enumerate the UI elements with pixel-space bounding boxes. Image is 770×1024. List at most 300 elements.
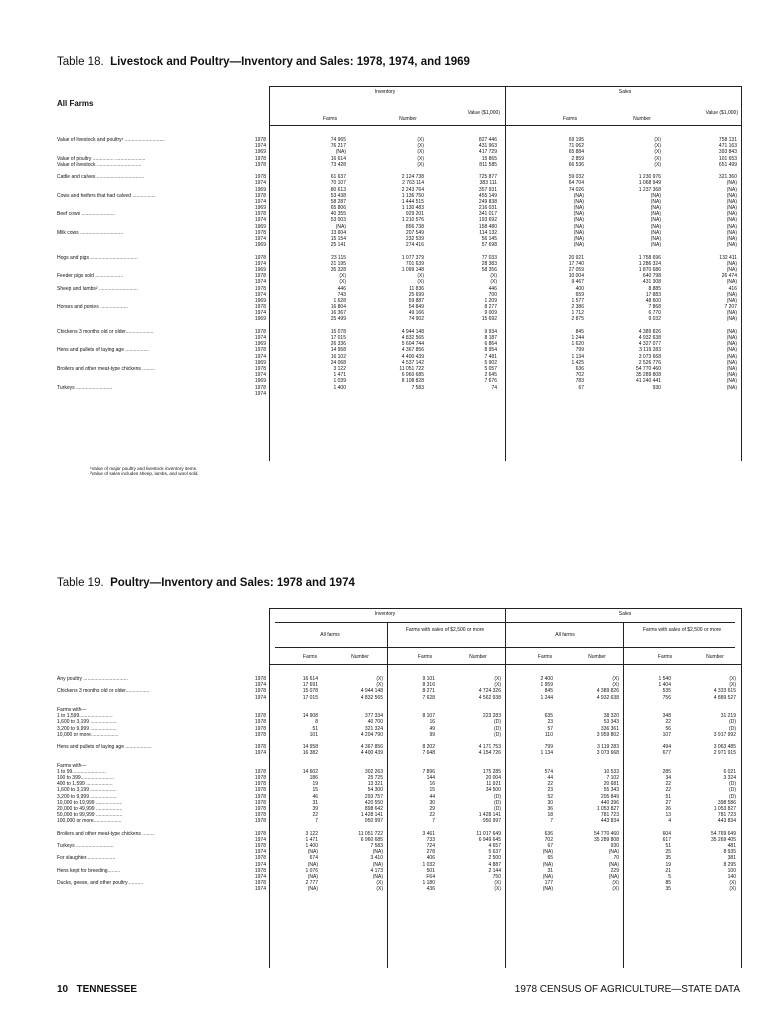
table18-sales-group: Sales	[618, 89, 632, 95]
table-cell: (D)	[494, 799, 501, 806]
table-cell: 1 134	[571, 353, 584, 360]
row-year: 1978	[254, 285, 266, 292]
table-cell: 20 681	[603, 781, 619, 788]
table-cell: 16 614	[302, 676, 318, 682]
table-cell: 7 102	[606, 775, 619, 781]
table-cell: 7 676	[484, 378, 497, 385]
table-cell: (X)	[417, 143, 424, 150]
row-year: 1978	[254, 328, 266, 335]
table-cell: 21	[665, 867, 671, 874]
table-cell: 107	[662, 731, 671, 738]
table-cell: 22	[665, 719, 671, 726]
table-cell: 393 843	[718, 149, 737, 156]
table-cell: 20 004	[485, 775, 501, 781]
table18-left-rule	[269, 86, 270, 461]
table-cell: 54 770 460	[635, 365, 661, 372]
row-label: Any poultry ................................	[57, 676, 128, 682]
row-year: 1978	[254, 805, 266, 812]
table-cell: 381	[727, 855, 736, 862]
table-cell: 4 367 856	[360, 744, 383, 751]
row-year: 1978	[254, 161, 266, 168]
table-cell: 336 361	[600, 725, 619, 732]
table18-mid-rule	[505, 86, 506, 461]
table19-heading: Poultry—Inventory and Sales: 1978 and 1974	[110, 577, 355, 589]
table-cell: 4 154 726	[478, 750, 501, 757]
table-cell: (NA)	[726, 205, 737, 212]
table-cell: (NA)	[726, 198, 737, 205]
table-cell: (X)	[376, 676, 383, 682]
table-cell: 4 887	[488, 861, 501, 868]
table-cell: (NA)	[650, 223, 661, 230]
table-cell: 1 471	[333, 372, 346, 379]
table-cell: 440 396	[600, 799, 619, 806]
table-cell: 71 062	[568, 143, 584, 150]
row-label: Broilers and other meat-type chickens .........	[57, 365, 155, 372]
table-cell: 26	[665, 805, 671, 812]
table-cell: 23 115	[331, 254, 346, 261]
row-year: 1978	[254, 155, 266, 162]
row-year: 1974	[254, 198, 266, 205]
row-label: Value of poultry ............... ......................	[57, 155, 146, 162]
table-cell: (D)	[494, 805, 501, 812]
table-cell: 278	[426, 849, 435, 856]
table-cell: 274 416	[405, 242, 424, 249]
table-cell: 36	[547, 805, 553, 812]
table-cell: 49 166	[408, 310, 424, 317]
table-cell: (NA)	[542, 886, 553, 893]
table-cell: 4 327 077	[638, 341, 661, 348]
table-cell: (NA)	[726, 328, 737, 335]
table-cell: 950 997	[364, 818, 383, 825]
row-year: 1974	[254, 279, 266, 286]
row-year: 1978	[254, 192, 266, 199]
table-cell: (NA)	[726, 192, 737, 199]
table-cell: 781 723	[600, 812, 619, 819]
row-year: 1978	[254, 830, 266, 837]
table18-inv-value-column	[440, 137, 497, 397]
row-year: 1978	[254, 174, 266, 181]
table-cell: 30	[547, 799, 553, 806]
row-label: Chickens 3 months old or older.................	[57, 688, 150, 695]
row-year: 1978	[254, 775, 266, 781]
table-cell: 799	[544, 744, 553, 751]
table-cell: 4 562 938	[478, 694, 501, 701]
table-cell: (NA)	[726, 365, 737, 372]
table-cell: 377 334	[364, 713, 383, 720]
table-cell: 31 219	[720, 713, 736, 720]
table-cell: (NA)	[307, 874, 318, 880]
table-cell: (NA)	[726, 316, 737, 323]
row-year: 1978	[254, 688, 266, 695]
table-cell: 1 130 483	[401, 205, 424, 212]
table-cell: 1 209	[484, 297, 497, 304]
table-cell: 15 154	[330, 236, 346, 242]
table-cell: 11 921	[486, 781, 501, 788]
table19-mid-rule	[505, 608, 506, 968]
table19-sub-inv-all: All farms	[320, 632, 340, 638]
table-cell: (X)	[494, 880, 501, 887]
row-year: 1978	[254, 211, 266, 218]
table-cell: (NA)	[573, 242, 584, 249]
row-year: 1978	[254, 793, 266, 800]
table-cell: 1 076	[305, 867, 318, 874]
table-cell: 7	[315, 818, 318, 825]
table-cell: 7 481	[484, 353, 497, 360]
table-cell: 80 613	[330, 186, 346, 193]
table18-inv-number-column	[366, 137, 424, 397]
row-label: Sheep and lambs² ............................	[57, 285, 138, 292]
table-cell: (NA)	[726, 372, 737, 379]
table-cell: 52	[547, 793, 553, 800]
table-cell: 617	[662, 836, 671, 843]
table-cell: 55 343	[603, 787, 619, 794]
row-label: 10,000 to 19,999 ...................	[57, 799, 123, 806]
table-cell: 35	[665, 886, 671, 893]
table-cell: 5 902	[484, 359, 497, 366]
table18-heading: Livestock and Poultry—Inventory and Sales: 1978, 1974, and 1969	[110, 56, 470, 68]
row-year: 1978	[254, 137, 266, 143]
table-cell: (NA)	[573, 211, 584, 218]
table-cell: 58 356	[481, 266, 497, 273]
table-cell: 8 316	[422, 682, 435, 689]
table-cell: (X)	[654, 143, 661, 150]
table19-col-1: Farms	[302, 654, 318, 660]
table-cell: 17 015	[330, 335, 346, 341]
table-cell: 724	[426, 843, 435, 850]
row-year: 1969	[254, 316, 266, 323]
table-cell: 4 400 439	[401, 353, 424, 360]
table-cell: 2 144	[488, 867, 501, 874]
table-cell: 46	[312, 793, 318, 800]
table-cell: 65 806	[330, 205, 346, 212]
table18-footnote-2: ²Value of sales includes sheep, lambs, and wool sold.	[90, 471, 199, 477]
table-cell: 22	[429, 812, 435, 819]
table-cell: 781 723	[717, 812, 736, 819]
row-label: Chickens 3 months old or older....................	[57, 328, 154, 335]
row-year: 1974	[254, 861, 266, 868]
table-cell: 26 336	[330, 341, 346, 348]
row-year: 1974	[254, 310, 266, 317]
table-cell: 501	[426, 867, 435, 874]
table18-sales-farms-column	[528, 137, 584, 397]
table-cell: (X)	[612, 880, 619, 887]
row-year: 1974	[254, 353, 266, 360]
row-label: 1,600 to 3,199 ...................	[57, 787, 117, 794]
row-year: 1978	[254, 855, 266, 862]
table-cell: 416	[728, 285, 737, 292]
row-label: 3,200 to 9,999 ...................	[57, 793, 117, 800]
table-cell: 2 777	[305, 880, 318, 887]
table-cell: 40 355	[330, 211, 346, 218]
table-cell: 16 614	[330, 155, 346, 162]
table-cell: 481	[727, 843, 736, 850]
table-cell: 2 386	[571, 304, 584, 311]
table-cell: 22	[665, 781, 671, 788]
row-year: 1978	[254, 229, 266, 236]
table-cell: 3 410	[370, 855, 383, 862]
table-cell: 9 467	[571, 279, 584, 286]
table18-sales-number-column	[603, 137, 661, 397]
table-cell: (NA)	[335, 149, 346, 156]
table-cell: 3 917 992	[713, 731, 736, 738]
table-cell: 6 021	[723, 768, 736, 775]
row-label: 10,000 or more....................	[57, 731, 119, 738]
table-cell: 16 102	[330, 353, 346, 360]
row-year: 1974	[254, 143, 266, 150]
row-year: 1969	[254, 205, 266, 212]
table-cell: 9 101	[422, 676, 435, 682]
table-cell: 53 438	[330, 192, 346, 199]
table-cell: 1 400	[333, 384, 346, 391]
table-cell: 3 324	[723, 775, 736, 781]
table-cell: 61 637	[330, 174, 346, 181]
table-cell: 1 077 379	[401, 254, 424, 261]
row-label: 3,200 to 9,999 ...................	[57, 725, 117, 732]
table-cell: 702	[575, 372, 584, 379]
table-cell: (NA)	[726, 236, 737, 242]
table-cell: 845	[544, 688, 553, 695]
table-cell: 34	[665, 775, 671, 781]
table-cell: 1 210 576	[401, 217, 424, 224]
table-cell: 443 834	[717, 818, 736, 825]
table-cell: 651 499	[718, 161, 737, 168]
table-cell: 7 583	[370, 843, 383, 850]
table-cell: 44	[547, 775, 553, 781]
table18-col-inv-farms: Farms	[322, 116, 338, 122]
table-cell: 929 201	[405, 211, 424, 218]
row-label: Turkeys ...........................	[57, 843, 114, 850]
table-cell: 15 692	[481, 316, 497, 323]
table19-col-8: Number	[706, 654, 724, 660]
table-cell: 186	[309, 775, 318, 781]
table-cell: 1 425	[571, 359, 584, 366]
table-cell: 7 628	[422, 694, 435, 701]
table-cell: 48 600	[645, 297, 661, 304]
table-cell: (X)	[376, 880, 383, 887]
table-cell: 640 798	[642, 273, 661, 280]
table-cell: 101	[309, 731, 318, 738]
table-cell: (NA)	[726, 310, 737, 317]
row-year: 1978	[254, 799, 266, 806]
table-cell: (NA)	[726, 260, 737, 267]
row-year: 1978	[254, 731, 266, 738]
table19-column-7	[631, 676, 671, 893]
table-cell: 6 960 685	[360, 836, 383, 843]
table-cell: 53 343	[603, 719, 619, 726]
table-cell: 3 073 668	[596, 750, 619, 757]
table-cell: 4 367 856	[401, 347, 424, 354]
row-label: Turkeys ..........................	[57, 384, 113, 391]
row-year: 1978	[254, 744, 266, 751]
table-cell: (NA)	[726, 359, 737, 366]
table-cell: 701 639	[405, 260, 424, 267]
table-cell: 677	[662, 750, 671, 757]
table-cell: (X)	[494, 886, 501, 893]
table-cell: 17 015	[302, 694, 318, 701]
table-cell: (X)	[729, 676, 736, 682]
table-cell: 175 285	[482, 768, 501, 775]
table18-row-years	[238, 137, 266, 397]
table-cell: 40 700	[367, 719, 383, 726]
table-cell: 14 908	[302, 713, 318, 720]
table19-sub-sales-all: All farms	[555, 632, 575, 638]
row-year: 1978	[254, 384, 266, 391]
table-cell: 5 637	[488, 849, 501, 856]
table-cell: 8 277	[484, 304, 497, 311]
table-cell: 635	[544, 713, 553, 720]
table-cell: 56	[665, 725, 671, 732]
table-cell: 8 107	[422, 713, 435, 720]
table-cell: 9 009	[484, 310, 497, 317]
table-cell: 758 131	[718, 137, 737, 143]
table-cell: 27	[665, 799, 671, 806]
row-year: 1978	[254, 781, 266, 788]
table19-number: Table 19.	[57, 577, 104, 589]
table-cell: (NA)	[650, 217, 661, 224]
table-cell: 783	[575, 378, 584, 385]
table-cell: 25 141	[330, 242, 346, 249]
table18-all-farms: All Farms	[57, 99, 94, 108]
table-cell: 14 958	[330, 347, 346, 354]
table-cell: 38 320	[603, 713, 619, 720]
table-cell: 77 033	[481, 254, 497, 261]
table-cell	[290, 391, 346, 397]
row-label: Farms with—	[57, 706, 87, 713]
row-label: Value of livestock ................................	[57, 161, 142, 168]
table-cell: 17 883	[645, 291, 661, 298]
table-cell: 22	[665, 787, 671, 794]
table-cell: 2 645	[484, 372, 497, 379]
table-cell: 341 017	[478, 211, 497, 218]
table-cell: (X)	[494, 676, 501, 682]
table-cell: 15	[429, 787, 435, 794]
table-cell: 23	[547, 719, 553, 726]
table-cell: (NA)	[307, 861, 318, 868]
table-cell: (NA)	[726, 384, 737, 391]
table-cell: 1 244	[540, 694, 553, 701]
table-cell: 54 849	[408, 304, 424, 311]
table-cell: 99	[429, 731, 435, 738]
row-label: For slaughter.....................	[57, 855, 116, 862]
table-cell: 950 997	[482, 818, 501, 825]
table-cell: 1 404	[658, 682, 671, 689]
row-label: Hens and pullets of laying age ...................	[57, 744, 152, 751]
table18-title	[57, 56, 470, 68]
table-cell: 4 173	[370, 867, 383, 874]
table-cell: (D)	[729, 793, 736, 800]
table-cell: 57	[547, 725, 553, 732]
row-label: Broilers and other meat-type chickens .........	[57, 830, 155, 837]
table-cell: (D)	[494, 725, 501, 732]
row-year: 1969	[254, 242, 266, 249]
table-cell: 6 770	[648, 310, 661, 317]
table-cell: 24 068	[330, 359, 346, 366]
row-year: 1978	[254, 787, 266, 794]
table-cell: 76 217	[330, 143, 346, 150]
table-cell: 494	[662, 744, 671, 751]
table-cell: (X)	[729, 886, 736, 893]
table-cell	[603, 391, 661, 397]
table-cell: 1 136 750	[401, 192, 424, 199]
table-cell: 446	[337, 285, 346, 292]
table-cell: 177	[544, 880, 553, 887]
table18-row-labels	[57, 137, 237, 397]
table-cell: 110	[545, 731, 553, 738]
table-cell: 7 207	[724, 304, 737, 311]
table-cell: (X)	[654, 149, 661, 156]
table19-column-4	[443, 676, 501, 893]
table-cell: 31	[312, 799, 318, 806]
row-label: Ducks, geese, and other poultry ..........	[57, 880, 143, 887]
table-cell: 22	[547, 781, 553, 788]
row-year: 1974	[254, 836, 266, 843]
table-cell: 11 017 649	[476, 830, 501, 837]
table-cell: 26 474	[721, 273, 737, 280]
table-cell: (NA)	[307, 849, 318, 856]
table-cell: 811 585	[479, 161, 497, 168]
table-cell: 3 959 802	[596, 731, 619, 738]
table-cell: 357 931	[478, 186, 497, 193]
table18-col-inv-value: Value ($1,000)	[467, 110, 500, 116]
table-cell: 2 124 738	[401, 174, 424, 181]
table-cell: 15	[312, 787, 318, 794]
table19-title	[57, 577, 355, 589]
table-cell: 216 031	[478, 205, 497, 212]
row-year: 1978	[254, 304, 266, 311]
table-cell: 18	[547, 812, 553, 819]
table-cell: 205 849	[600, 793, 619, 800]
row-label: 100,000 or more....................	[57, 818, 122, 825]
table-cell: 799	[575, 347, 584, 354]
table-cell: (X)	[654, 137, 661, 143]
table-cell: 27 059	[568, 266, 584, 273]
table-cell: 35	[665, 855, 671, 862]
row-year: 1978	[254, 818, 266, 825]
row-year: 1969	[254, 223, 266, 230]
table-cell: (NA)	[726, 347, 737, 354]
table-cell: 65 884	[568, 149, 584, 156]
table-cell: (NA)	[307, 886, 318, 893]
table-cell: 8 108 828	[401, 378, 424, 385]
row-year: 1978	[254, 254, 266, 261]
table-cell: 1 628	[333, 297, 346, 304]
table-cell: 2 875	[571, 316, 584, 323]
table-cell: 1 237 368	[638, 186, 661, 193]
table-cell: 35 289 808	[635, 372, 661, 379]
table-cell: (X)	[612, 682, 619, 689]
table-cell: (X)	[494, 682, 501, 689]
table-cell: (NA)	[650, 205, 661, 212]
table-cell: 35 289 808	[593, 836, 619, 843]
table-cell: 19	[312, 781, 318, 788]
table19-col-4: Number	[469, 654, 487, 660]
table-cell: (NA)	[608, 874, 619, 880]
row-year: 1978	[254, 843, 266, 850]
table-cell: 383 111	[479, 180, 497, 187]
table-cell: (NA)	[726, 341, 737, 348]
table-cell: 2 763 114	[402, 180, 424, 187]
row-year: 1969	[254, 378, 266, 385]
table-cell: 21 195	[330, 260, 346, 267]
row-year: 1978	[254, 365, 266, 372]
table-cell: 11 836	[409, 285, 424, 292]
table-cell: 1 286 324	[638, 260, 661, 267]
table-cell: (X)	[612, 886, 619, 893]
row-label: Cows and heifers that had calved .................	[57, 192, 156, 199]
table-cell: 743	[337, 291, 346, 298]
table-cell: 1 471	[305, 836, 318, 843]
table-cell: 4 171 753	[478, 744, 501, 751]
